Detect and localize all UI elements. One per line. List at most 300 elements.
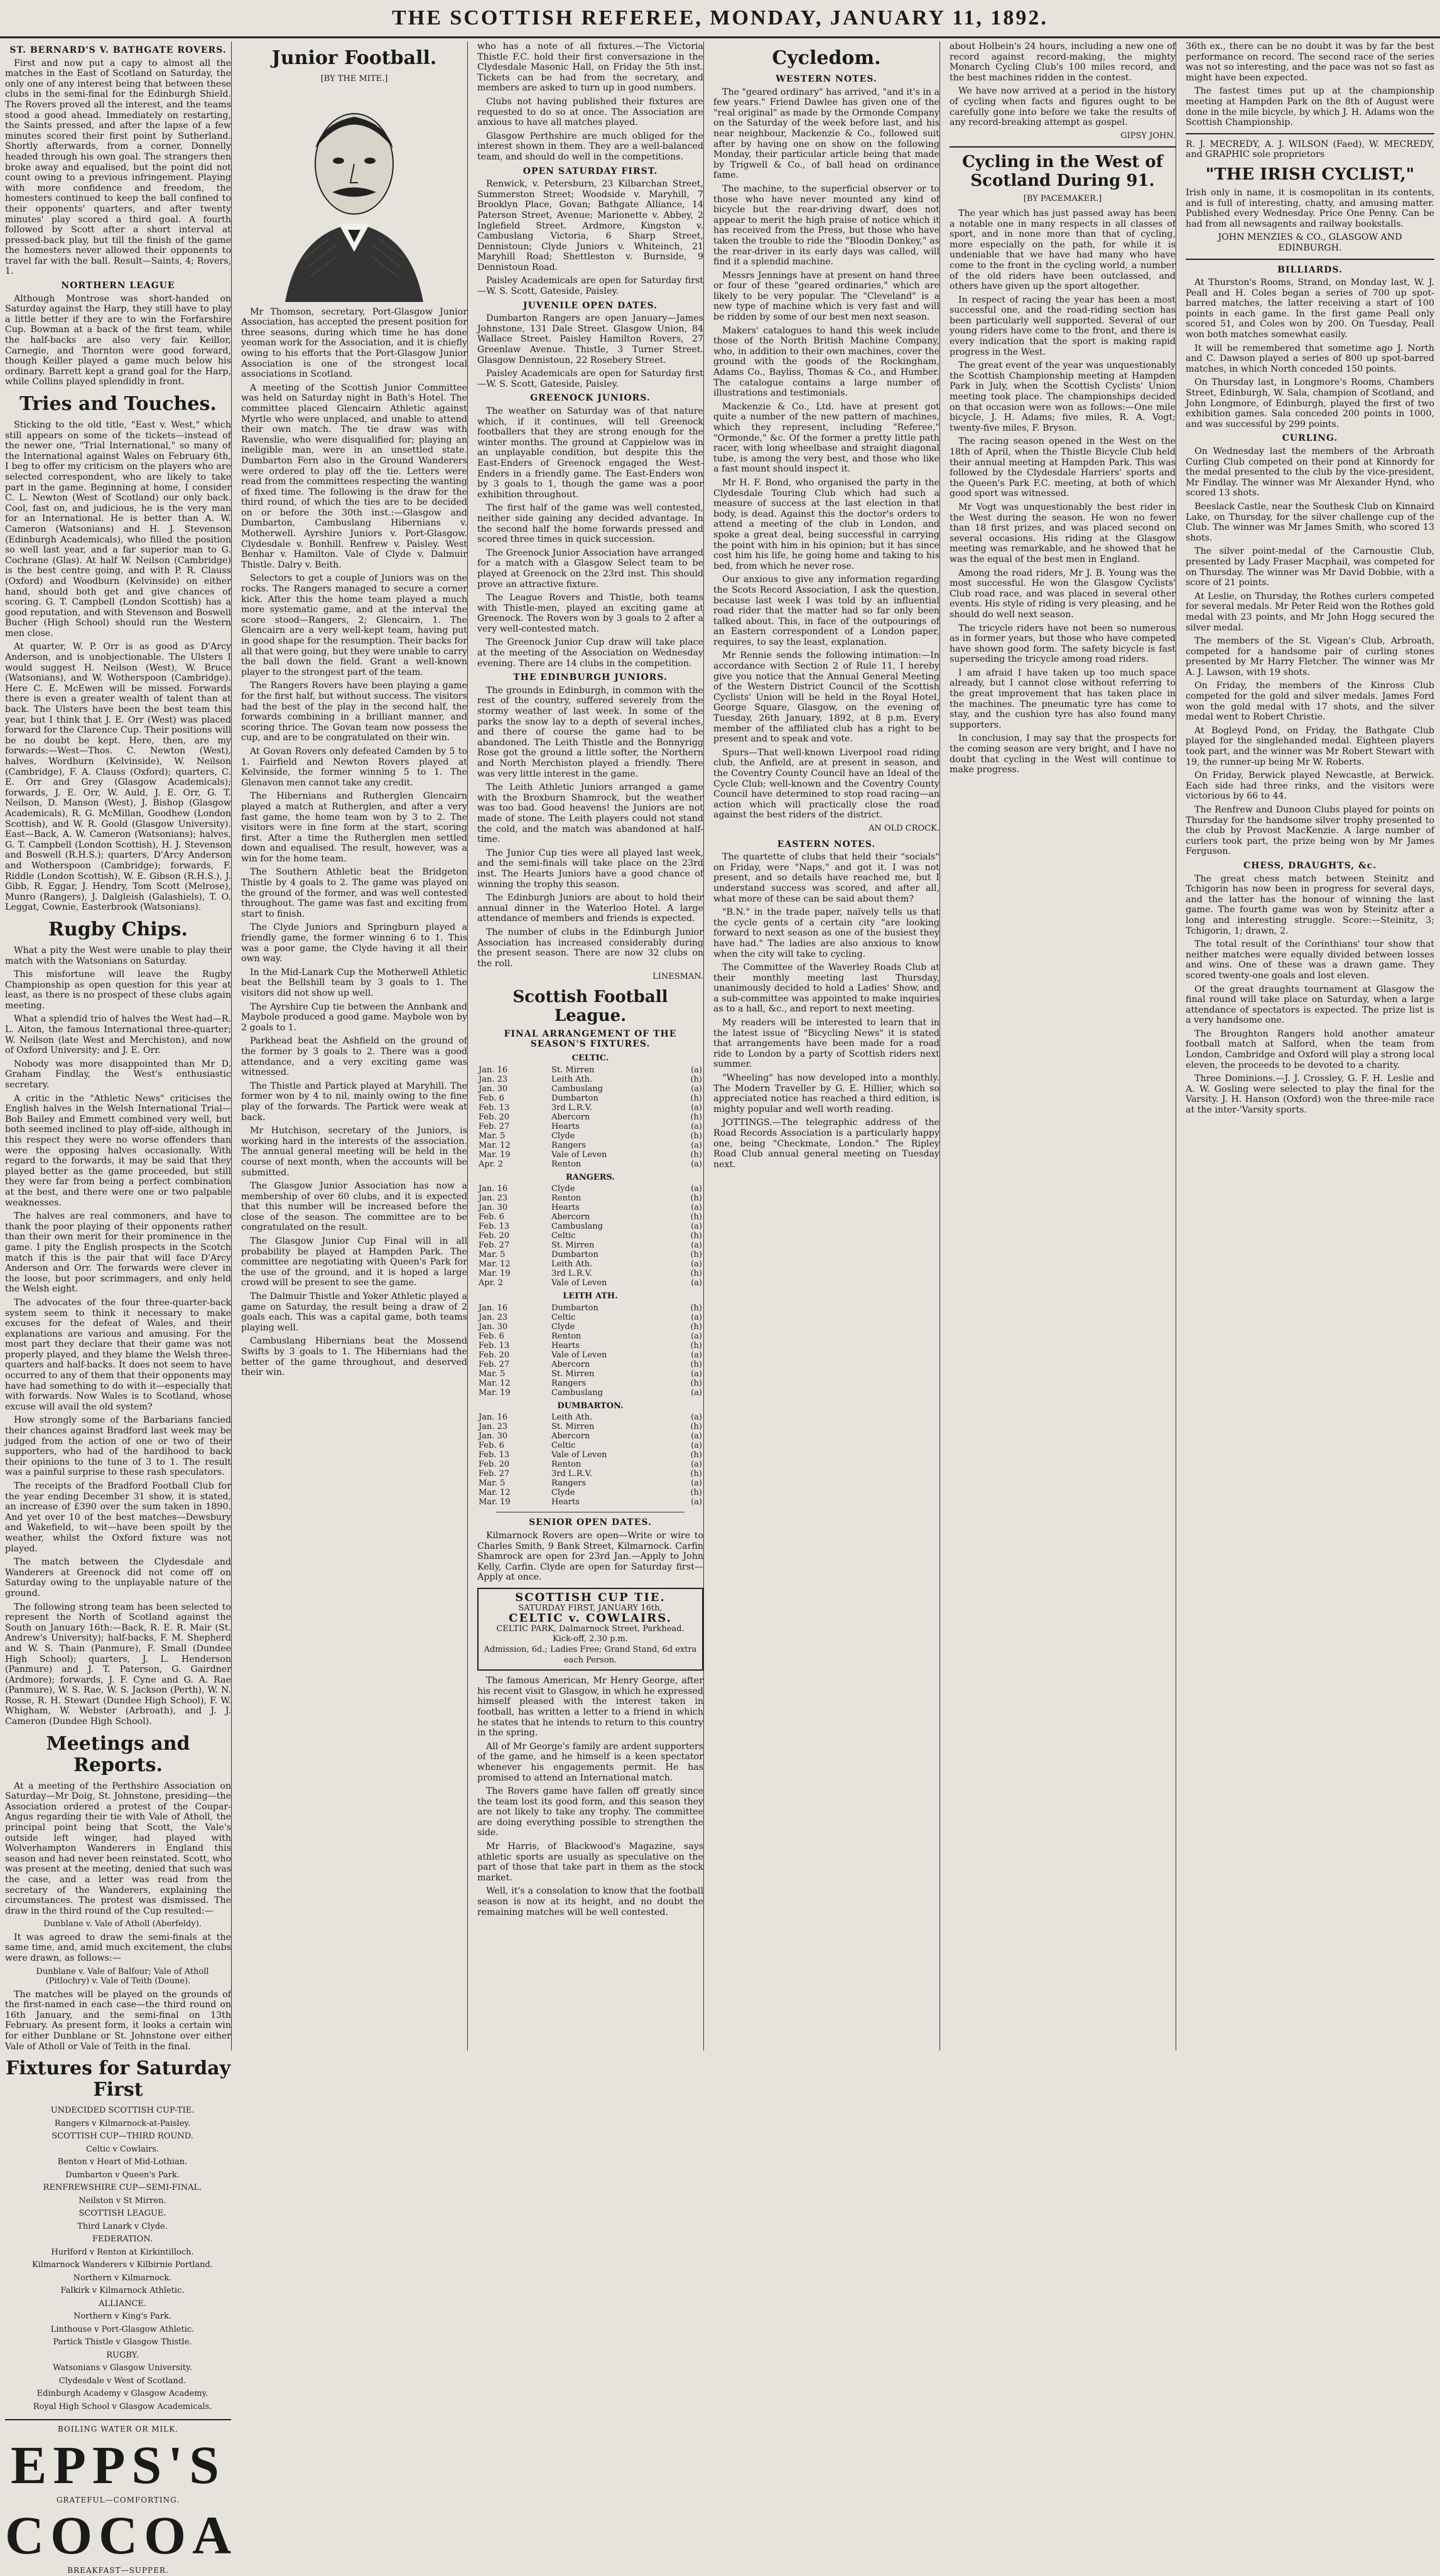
table-cell: (h)	[690, 1469, 702, 1479]
table-cell: (a)	[691, 1241, 702, 1251]
fixture-line: Edinburgh Academy v Glasgow Academy.	[36, 2389, 208, 2399]
eastern-notes-heading: EASTERN NOTES.	[777, 839, 876, 849]
table-row	[477, 1241, 703, 1250]
table-cell: (a)	[691, 1331, 702, 1341]
table-cell: (a)	[691, 1140, 702, 1150]
table-cell: Jan. 30	[479, 1084, 508, 1094]
curling-paragraph: Beeslack Castle, near the Southesk Club on Kinnaird Lake, on Thursday, for the silver challenge cup of the Club. The winner was Mr James Smith, who scored 13 shots.	[1186, 501, 1434, 543]
table-row	[477, 1341, 703, 1350]
column-4	[713, 41, 940, 2051]
table-cell: Jan. 23	[479, 1312, 508, 1322]
chess-paragraph: The total result of the Corinthians' tour show that neither matches were equally divided between losses and wins. One of these was a drawn game. They scored twenty-one goals and lost eleven.	[1186, 939, 1434, 981]
table-cell: Jan. 30	[479, 1203, 508, 1213]
fixture-line: Partick Thistle v Glasgow Thistle.	[53, 2337, 192, 2347]
table-cell: (a)	[691, 1222, 702, 1232]
tries-paragraph: At quarter, W. P. Orr is as good as D'Arcy Anderson, and is unobjectionable. The Ulsters I would suggest H. Neilson (West), W. Bruce (Watsonians), and W. Wotherspoon (Cambridge). Here C. E. McEwen will be missed. Forwards there is even a greater wealth of talent than at back. The Ulsters have been the best team this year, but I think that J. E. Orr (West) was placed forward for the Clarence Cup. Their positions will be no doubt be kept. Here, then, are my forwards:—West—Thos. C. Newton (West), halves, Wordburn (Kelvinside), W. Neilson (Cambridge), F. A. Clauss (Oxford); quarters, C. E. Orr and Grey (Glasgow Academicals); forwards, J. E. Orr, W. Auld, J. E. Orr, G. T. Neilson, D. Manson (West), J. Bishop (Glasgow Academicals), R. G. McMillan, Goodhew (London Scottish), and W. R. Goold (Glasgow University). East—Back, A. W. Cameron (Watsonians); halves, G. T. Campbell (London Scottish), H. J. Stevenson and Boswell (R.H.S.); quarters, D'Arcy Anderson and Wotherspoon (Cambridge); forwards, F. Riddle (London Scottish), W. E. Gibson (R.H.S.), J. Gibb, R. Eggar, J. Hendry, Tom Scott (Melrose), Munro (Rangers), J. Dalgleish (Galashiels), T. O. Leggat, Cownie, Easterbrook (Watsonians).	[5, 642, 231, 913]
table-cell: Celtic	[551, 1441, 576, 1451]
fixture-line: Rangers v Kilmarnock-at-Paisley.	[54, 2118, 191, 2128]
table-cell: Renton	[551, 1331, 582, 1341]
meetings-paragraph: It was agreed to draw the semi-finals at the same time, and, amid much excitement, the clubs were drawn, as follows:—	[5, 1932, 231, 1964]
table-cell: (h)	[690, 1269, 702, 1279]
cycling-paragraph: about Holbein's 24 hours, including a new one of record against record-making, the mighty Monarch Cycling Club's 100 miles record, and the best machines ridden in the contest.	[950, 41, 1176, 83]
table-cell: Mar. 19	[479, 1497, 511, 1507]
portrait-engraving	[260, 89, 448, 302]
column-1	[5, 41, 238, 2575]
table-row	[477, 1250, 703, 1259]
table-cell: Feb. 6	[479, 1441, 504, 1451]
table-row	[477, 1212, 703, 1222]
cup-tie-title: SCOTTISH CUP TIE.	[515, 1591, 666, 1604]
cycling-west-paragraph: Among the road riders, Mr J. B. Young was the most successful. He won the Glasgow Cyclists' Club road race, and was placed in several other events. His style of riding is very pleasing, and he should do well next season.	[950, 568, 1176, 620]
table-cell: Abercorn	[551, 1212, 590, 1222]
table-cell: (h)	[690, 1093, 702, 1103]
fixture-line: Northern v Kilmarnock.	[73, 2273, 172, 2283]
table-cell: Feb. 6	[479, 1093, 504, 1103]
greenock-paragraph: The Greenock Junior Cup draw will take place at the meeting of the Association on Wednesday evening. There are 14 clubs in the competition.	[477, 637, 703, 669]
junior-paragraph: The Dalmuir Thistle and Yoker Athletic played a game on Saturday, the result being a draw of 2 goals each. This was a capital game, both teams playing well.	[241, 1291, 467, 1333]
table-cell: Cambuslang	[551, 1388, 603, 1398]
fixture-line: Falkirk v Kilmarnock Athletic.	[60, 2286, 185, 2296]
table-cell: (h)	[690, 1074, 702, 1084]
meetings-draw: Dunblane v. Vale of Atholl (Aberfeldy).	[43, 1919, 202, 1929]
meetings-draw: Dunblane v. Vale of Balfour; Vale of Atholl (Pitlochry) v. Vale of Teith (Doune).	[36, 1966, 209, 1986]
table-row	[477, 1113, 703, 1122]
table-cell: Mar. 5	[479, 1250, 506, 1260]
cup-tie-admission: Admission, 6d.; Ladies Free; Grand Stand, 6d extra each Person.	[484, 1644, 697, 1665]
fixture-line: SCOTTISH CUP—THIRD ROUND.	[51, 2131, 193, 2142]
table-cell: Rangers	[551, 1378, 587, 1388]
table-cell: Vale of Leven	[551, 1150, 607, 1160]
table-cell: Leith Ath.	[551, 1259, 593, 1269]
table-cell: Mar. 12	[479, 1140, 511, 1150]
table-cell: Mar. 5	[479, 1479, 506, 1489]
notes-paragraph: Mr Harris, of Blackwood's Magazine, says athletic sports are usually as speculative on the part of those that take part in them as the stock market.	[477, 1841, 703, 1883]
table-cell: (h)	[690, 1340, 702, 1350]
cycling-paragraph: "B.N." in the trade paper, naïvely tells us that the cycle gents of a certain city "are looking forward to next season as one of the busiest they have had." The ladies are also anxious to know when the city will take to cycling.	[713, 907, 939, 959]
cycling-west-paragraph: In respect of racing the year has been a most successful one, and the road-riding section has been particularly well supported. Several of our young riders have come to the front, and there is every indication that the sport is making rapid progress in the West.	[950, 294, 1176, 357]
table-cell: Jan. 23	[479, 1194, 508, 1204]
table-row	[477, 1450, 703, 1460]
fixtures-heading: Fixtures for Saturday First	[5, 2057, 231, 2101]
cycling-west-paragraph: I am afraid I have taken up too much space already, but I cannot close without referring to the great improvement that has taken place in the machines. The pneumatic tyre has come to stay, and the cushion tyre has also found many supporters.	[950, 667, 1176, 730]
table-cell: Mar. 19	[479, 1388, 511, 1398]
cycling-west-paragraph: The racing season opened in the West on the 18th of April, when the Thistle Bicycle Club held their annual meeting at Hampden Park. This was followed by the Clydesdale Harriers' sports and the Queen's Park F.C. meeting, at both of which good sport was witnessed.	[950, 436, 1176, 499]
junior-paragraph: The Clyde Juniors and Springburn played a friendly game, the former winning 6 to 1. This was a poor game, the Clyde having it all their own way.	[241, 922, 467, 964]
fixture-table	[477, 1184, 703, 1288]
table-row	[477, 1469, 703, 1479]
cycling-paragraph: The quartette of clubs that held their "socials" on Friday, were "Naps," and got it. I was not present, and so details have reached me, but I understand success was scored, and after all, what more of these can be said about them?	[713, 852, 939, 904]
table-row	[477, 1332, 703, 1341]
table-cell: (a)	[691, 1479, 702, 1489]
junior-paragraph: A meeting of the Scottish Junior Committee was held on Saturday night in Bath's Hotel. The committee placed Glencairn Athletic against Myrtle who were unplaced, and unable to attend their own match. The tie draw was with Ravenslie, who were disqualified for; playing an ineligible man, were in an unsettled state. Dumbarton Fern also in the Ground Wanderers were ordered to play off the tie. Letters were read from the committees respecting the wanting of fixed time. The following is the draw for the third round, of which the ties are to be decided on or before the 30th inst.:—Glasgow and Dumbarton, Cambuslang Hibernians v. Motherwell. Ayrshire Juniors v. Port-Glasgow. Clydesdale v. Bonhill. Renfrew v. Paisley. West Benhar v. Hamilton. Vale of Clyde v. Dalmuir Thistle. Dalry v. Beith.	[241, 382, 467, 570]
northern-league-heading: NORTHERN LEAGUE	[61, 281, 175, 291]
billiards-heading: BILLIARDS.	[1277, 264, 1343, 275]
table-cell: Apr. 2	[479, 1159, 504, 1169]
table-row	[477, 1431, 703, 1441]
billiards-paragraph: At Thurston's Rooms, Strand, on Monday last, W. J. Peall and H. Coles began a series of 700 up spot-barred matches, the latter receiving a start of 100 points in each game. In the first game Peall only scored 51, and Coles won by 200. On Tuesday, Peall won both matches somewhat easily.	[1186, 278, 1434, 340]
signature: GIPSY JOHN.	[1120, 131, 1176, 141]
table-row	[477, 1269, 703, 1278]
chess-paragraph: Of the great draughts tournament at Glasgow the final round will take place on Saturday, when a large attendance of spectators is expected. The prize list is a very handsome one.	[1186, 984, 1434, 1026]
table-cell: Feb. 20	[479, 1460, 510, 1470]
cycling-west-heading: Cycling in the West of Scotland During 91.	[962, 153, 1163, 191]
cycling-paragraph: The fastest times put up at the championship meeting at Hampden Park on the 8th of August were done in the mile bicycle, by which J. H. Adams won the Scottish Championship.	[1186, 86, 1434, 128]
table-cell: (a)	[691, 1102, 702, 1113]
table-cell: (a)	[691, 1497, 702, 1507]
table-cell: Mar. 12	[479, 1259, 511, 1269]
table-cell: (a)	[691, 1441, 702, 1451]
table-cell: (a)	[691, 1084, 702, 1094]
rugby-paragraph: The following strong team has been selected to represent the North of Scotland against the South on January 16th:—Back, R. E. R. Mair (St. Andrew's University); half-backs, F. M. Shepherd and W. S. Thain (Panmure), F. Small (Dundee High School); quarters, J. L. Henderson (Panmure) and J. T. Paterson, G. Gairdner (Ardmore); forwards, J. F. Cyne and G. A. Rae (Panmure), W. S. Rae, W. S. Jackson (Perth), W. N. Rosse, R. H. Stewart (Dundee High School), F. W. Whigham, W. Webster (Arbroath), and J. J. Cameron (Dundee High School).	[5, 1602, 231, 1727]
curling-paragraph: On Friday, the members of the Kinross Club competed for the gold and silver medals. James Ford won the gold medal with 17 shots, and the silver medal went to Robert Christie.	[1186, 681, 1434, 723]
table-cell: Clyde	[551, 1488, 575, 1498]
table-cell: (h)	[690, 1212, 702, 1222]
fixture-line: ALLIANCE.	[98, 2298, 147, 2309]
table-row	[477, 1278, 703, 1288]
table-row	[477, 1350, 703, 1360]
table-row	[477, 1222, 703, 1231]
table-cell: St. Mirren	[551, 1241, 595, 1251]
table-cell: (a)	[691, 1460, 702, 1470]
cycling-paragraph: The machine, to the superficial observer or to those who have never mounted any kind of bicycle but the rear-driving dwarf, does not appear to merit the high praise of notice which it has received from the Press, but those who have taken the trouble to ride the "Bloodin Donkey," as the rear-driver in its early days was called, will find it a splendid machine.	[713, 183, 939, 267]
table-cell: (h)	[690, 1112, 702, 1122]
curling-paragraph: On Friday, Berwick played Newcastle, at Berwick. Each side had three rinks, and the visitors were victorious by 66 to 44.	[1186, 770, 1434, 802]
cycling-paragraph: Mr H. F. Bond, who organised the party in the Clydesdale Touring Club which had such a measure of success at the last election in that body, is dead. Against this the doctor's orders to attend a meeting of the club in London, and spoke a great deal, being successful in carrying the point with him in his opinion; but it has since cost him his life, he going home and taking to his bed, from which he never rose.	[713, 477, 939, 571]
edinburgh-paragraph: The Leith Athletic Juniors arranged a game with the Broxburn Shamrock, but the weather was too bad. Good heavens! the Juniors are not made of stone. The Leith players could not stand the cold, and the match was abandoned at half-time.	[477, 782, 703, 845]
fixture-line: Celtic v Cowlairs.	[85, 2144, 160, 2154]
table-cell: (a)	[691, 1278, 702, 1288]
signature: AN OLD CROCK.	[869, 823, 939, 833]
junior-paragraph: Mr Thomson, secretary, Port-Glasgow Junior Association, has accepted the present position for three seasons, during which time he has done yeoman work for the Association, and it is chiefly owing to his efforts that the Port-Glasgow Junior Association is one of the strongest local associations in Scotland.	[241, 306, 467, 380]
fixture-group-title: DUMBARTON.	[557, 1401, 624, 1411]
rugby-paragraph: The halves are real commoners, and have to thank the poor playing of their opponents rather than their own merit for their prominence in the game. I pity the English prospects in the Scotch match if this is the pair that will face D'Arcy Anderson and Orr. The forwards were clever in the loose, but poor scrimmagers, and only held the Welsh eight.	[5, 1211, 231, 1295]
table-cell: (h)	[690, 1450, 702, 1460]
table-cell: Abercorn	[551, 1359, 590, 1369]
league-fixtures	[477, 1054, 703, 1507]
table-cell: Dumbarton	[551, 1303, 598, 1313]
western-notes-heading: WESTERN NOTES.	[776, 74, 877, 84]
table-cell: 3rd L.R.V.	[551, 1102, 592, 1113]
cycling-west-paragraph: The year which has just passed away has been a notable one in many respects in all classes of sport, and in none more than that of cycling, more especially on the path, for while it is undeniable that we have had many who have come to the front in the cycling world, a number of the old riders have been outclassed, and others have given up the sport altogether.	[950, 208, 1176, 292]
notes-paragraph: Clubs not having published their fixtures are requested to do so at once. The Association are anxious to have all matches played.	[477, 96, 703, 128]
fixture-line: Third Lanark v Clyde.	[77, 2221, 168, 2231]
junior-paragraph: The Southern Athletic beat the Bridgeton Thistle by 4 goals to 2. The game was played on the ground of the former, and was well contested throughout. The game was fast and exciting from start to finish.	[241, 867, 467, 919]
fixture-line: Northern v King's Park.	[73, 2312, 171, 2322]
table-cell: (h)	[690, 1359, 702, 1369]
curling-heading: CURLING.	[1282, 433, 1338, 444]
table-row	[477, 1160, 703, 1169]
cycling-paragraph: Our anxious to give any information regarding the Scots Record Association, I ask the question, because last week I was told by an influential road rider that the matter had so far only been talked about. This, in face of the outpourings of an Eastern correspondent of a London paper, requires, to say the least, explanation.	[713, 574, 939, 647]
fixture-group-title: RANGERS.	[565, 1172, 615, 1182]
fixture-group-title: CELTIC.	[571, 1054, 609, 1064]
cycling-paragraph: Messrs Jennings have at present on hand three or four of these "geared ordinaries," which are likely to be very popular. The "Cleveland" is a new type of machine which is very fast and will be ridden by some of our best men next season.	[713, 270, 939, 323]
column-2	[241, 41, 468, 2051]
table-cell: (a)	[691, 1159, 702, 1169]
match-heading: ST. BERNARD'S V. BATHGATE ROVERS.	[9, 45, 227, 55]
notes-paragraph: who has a note of all fixtures.—The Victoria Thistle F.C. hold their first conversazione in the Clydesdale Masonic Hall, on Friday the 5th inst. Tickets can be had from the secretary, and members are asked to turn up in good numbers.	[477, 41, 703, 94]
masthead	[0, 0, 1440, 38]
table-cell: (h)	[690, 1194, 702, 1204]
table-cell: (h)	[690, 1488, 702, 1498]
edinburgh-paragraph: The number of clubs in the Edinburgh Junior Association has increased considerably during the present season. There are now 32 clubs on the roll.	[477, 927, 703, 969]
table-cell: Feb. 27	[479, 1121, 510, 1131]
senior-open-heading: SENIOR OPEN DATES.	[529, 1517, 652, 1528]
table-cell: Feb. 20	[479, 1350, 510, 1360]
cycling-paragraph: 36th ex., there can be no doubt it was by far the best performance on record. The second race of the series was not so interesting, and the pace was not so fast as might have been expected.	[1186, 41, 1434, 83]
table-cell: Feb. 13	[479, 1222, 510, 1232]
match-report: First and now put a capy to almost all the matches in the East of Scotland on Saturday, the only one of any interest being that between these clubs in the semi-final for the Edinburgh Shield. The Rovers proved all the interest, and the teams stood a good ahead. Immediately on restarting, the Saints pressed, and after the lapse of a few minutes scored their first point by Sutherland. Shortly afterwards, from a corner, Donnelly headed through his own goal. The strangers then broke away and equalised, but the point did not count owing to a previous infringement. Playing with more confidence and freedom, the homesters continued to keep the ball confined to their opponents' quarters, and after twenty minutes' play scored a third goal. A fourth followed by Scott after a short interval at pressed-back play, but till the finish of the game the homesters never allowed their opponents to travel far with the ball. Result—Saints, 4; Rovers, 1.	[5, 58, 231, 277]
fixture-table	[477, 1065, 703, 1169]
table-row	[477, 1131, 703, 1141]
notes-paragraph: The Rovers game have fallen off greatly since the team lost its good form, and this season they are not likely to take any trophy. The committee are doing everything possible to strengthen the side.	[477, 1786, 703, 1838]
fixture-line: Hurlford v Renton at Kirkintilloch.	[51, 2247, 194, 2257]
cycling-west-paragraph: In conclusion, I may say that the prospects for the coming season are very bright, and I have no doubt that cycling in the West will continue to make progress.	[950, 733, 1176, 775]
fixture-line: Linthouse v Port-Glasgow Athletic.	[50, 2324, 195, 2334]
junior-football-heading: Junior Football.	[271, 47, 437, 69]
junior-paragraph: Cambuslang Hibernians beat the Mossend Swifts by 3 goals to 1. The Hibernians had the better of the game throughout, and deserved their win.	[241, 1336, 467, 1378]
table-cell: Celtic	[551, 1312, 576, 1322]
table-cell: Mar. 19	[479, 1269, 511, 1279]
column-6	[1186, 41, 1434, 2051]
byline: [BY THE MITE.]	[320, 74, 388, 84]
cycling-paragraph: Mackenzie & Co., Ltd. have at present got quite a number of the new pattern of machines, which they represent, including "Referee," "Ormonde," &c. Of the former a pretty little path racer, with long wheelbase and straight diagonal tube, is among the very best, and those who like a fast mount should inspect it.	[713, 401, 939, 475]
table-row	[477, 1369, 703, 1379]
table-cell: Mar. 5	[479, 1131, 506, 1141]
cycling-paragraph: The Committee of the Waverley Roads Club at their monthly meeting last Thursday, unanimously decided to hold a Ladies' Show, and a sub-committee was appointed to make inquiries as to a hall, &c., and report to next meeting.	[713, 962, 939, 1015]
fixture-group-title: LEITH ATH.	[563, 1291, 618, 1301]
table-cell: (h)	[690, 1150, 702, 1160]
table-cell: (h)	[690, 1250, 702, 1260]
junior-paragraph: The Glasgow Junior Cup Final will in all probability be played at Hampden Park. The committee are negotiating with Queen's Park for the use of the ground, and it is hoped a large crowd will be present to see the game.	[241, 1236, 467, 1288]
table-cell: Mar. 12	[479, 1378, 511, 1388]
fixture-line: RUGBY.	[106, 2350, 139, 2360]
cycling-paragraph: JOTTINGS.—The telegraphic address of the Road Records Association is a particularly happy one, being "Checkmate, London." The Ripley Road Club annual general meeting on Tuesday next.	[713, 1118, 939, 1170]
table-cell: St. Mirren	[551, 1065, 595, 1075]
table-cell: Renton	[551, 1194, 582, 1204]
junior-paragraph: The Rangers Rovers have been playing a game for the first half, but without success. The visitors had the best of the play in the second half, the forwards combining in a brilliant manner, and scoring thrice. The Govan team now possess the cup, and are to be congratulated on their win.	[241, 681, 467, 743]
fixture-line: Benton v Heart of Mid-Lothian.	[57, 2157, 188, 2167]
notes-paragraph: Paisley Academicals are open for Saturday first—W. S. Scott, Gateside, Paisley.	[477, 276, 703, 297]
table-row	[477, 1303, 703, 1313]
table-cell: St. Mirren	[551, 1422, 595, 1432]
table-cell: Renton	[551, 1460, 582, 1470]
table-row	[477, 1141, 703, 1150]
junior-paragraph: The Ayrshire Cup tie between the Annbank and Maybole produced a good game. Maybole won by 2 goals to 1.	[241, 1001, 467, 1033]
table-row	[477, 1094, 703, 1103]
junior-paragraph: At Govan Rovers only defeated Camden by 5 to 1. Fairfield and Newton Rovers played at Kelvinside, the former winning 5 to 1. The Glenavon men cannot take any credit.	[241, 746, 467, 788]
table-cell: Rangers	[551, 1140, 587, 1150]
tries-heading: Tries and Touches.	[19, 393, 217, 415]
table-row	[477, 1194, 703, 1203]
senior-open-paragraph: Kilmarnock Rovers are open—Write or wire to Charles Smith, 9 Bank Street, Kilmarnock. Carfin Shamrock are open for 23rd Jan.—Apply to John Kelly, Carfin. Clyde are open for Saturday first—Apply at once.	[477, 1531, 703, 1583]
table-cell: Abercorn	[551, 1112, 590, 1122]
curling-paragraph: At Leslie, on Thursday, the Rothes curlers competed for several medals. Mr Peter Reid won the Rothes gold medal with 23 points, and Mr John Hogg secured the silver medal.	[1186, 591, 1434, 633]
signature: LINESMAN.	[652, 972, 703, 982]
table-row	[477, 1388, 703, 1398]
greenock-paragraph: The Greenock Junior Association have arranged for a match with a Glasgow Select team to be played at Greenock on the 23rd inst. This should prove an attractive fixture.	[477, 547, 703, 590]
table-row	[477, 1488, 703, 1497]
table-cell: Clyde	[551, 1184, 575, 1194]
table-row	[477, 1065, 703, 1075]
rugby-paragraph: Nobody was more disappointed than Mr D. Graham Findlay, the West's enthusiastic secretary.	[5, 1059, 231, 1091]
table-cell: Dumbarton	[551, 1250, 598, 1260]
cycling-paragraph: The "geared ordinary" has arrived, "and it's in a few years." Friend Dawlee has given one of the "real original" as made by the Ormonde Company on the Saturday of the week before last, and his near neighbour, Mackenzie & Co., followed suit after by having one on show on the following Monday, their particular article being that made by Trigwell & Co., of ball head on ordinance fame.	[713, 87, 939, 181]
juvenile-paragraph: Dumbarton Rangers are open January—James Johnstone, 131 Dale Street. Glasgow Union, 84 Wallace Street. Paisley Hamilton Rovers, 27 Greenlaw Avenue. Thistle, 3 Turner Street. Glasgow Dennistoun, 22 Rosebery Street.	[477, 313, 703, 365]
fixture-line: Neilston v St Mirren.	[78, 2196, 166, 2206]
open-dates-heading: OPEN SATURDAY FIRST.	[522, 166, 658, 176]
notes-paragraph: The famous American, Mr Henry George, after his recent visit to Glasgow, in which he expressed himself pleased with the interest taken in football, has written a letter to a friend in which he states that he intends to return to this country in the spring.	[477, 1676, 703, 1738]
greenock-paragraph: The first half of the game was well contested, neither side gaining any decided advantage. In the second half the home forwards pressed and scored three times in quick succession.	[477, 503, 703, 545]
table-row	[477, 1150, 703, 1160]
masthead-title: THE SCOTTISH REFEREE, MONDAY, JANUARY 11, 1892.	[392, 6, 1048, 30]
table-cell: Jan. 30	[479, 1322, 508, 1332]
cycling-paragraph: Makers' catalogues to hand this week include those of the North British Machine Company, who, in addition to their own machines, cover the ground with the goods of the Rockingham, Adams Co., Bayliss, Thomas & Co., and Humber. The catalogue contains a large number of illustrations and testimonials.	[713, 325, 939, 399]
rugby-paragraph: The advocates of the four three-quarter-back system seem to think it necessary to make excuses for the defeat of Wales, and their explanations are various and amusing. For the most part they declare that their game was not properly played, and they blame the Welsh three-quarters and half-backs. It does not seem to have occurred to any of them that their opponents may have had something to do with it—especially that with forwards. Now Wales is to Scotland, whose excuse will avail the old system?	[5, 1297, 231, 1412]
table-cell: Hearts	[551, 1121, 580, 1131]
edinburgh-paragraph: The Edinburgh Juniors are about to hold their annual dinner in the Waterloo Hotel. A large attendance of members and friends is expected.	[477, 893, 703, 924]
ad-word-epps: EPPS'S	[11, 2434, 225, 2495]
cycling-west-paragraph: The great event of the year was unquestionably the Scottish Championship meeting at Hampden Park in July, when the Scottish Cyclists' Union meeting took place. The championships decided on that occasion were won as follows:—One mile bicycle, J. H. Adams; five miles, R. A. Vogt; twenty-five miles, F. Bryson.	[950, 360, 1176, 433]
table-cell: Feb. 6	[479, 1212, 504, 1222]
table-cell: (h)	[690, 1378, 702, 1388]
curling-paragraph: On Wednesday last the members of the Arbroath Curling Club competed on their pond at Kinnordy for the medal presented to the club by the vice-president, Mr Findlay. The winner was Mr Alexander Hynd, who scored 13 shots.	[1186, 446, 1434, 498]
table-cell: (a)	[691, 1413, 702, 1423]
ad-title: "THE IRISH CYCLIST,"	[1205, 164, 1415, 184]
cup-tie-ground: CELTIC PARK, Dalmarnock Street, Parkhead.	[496, 1624, 685, 1634]
billiards-paragraph: On Thursday last, in Longmore's Rooms, Chambers Street, Edinburgh, W. Sala, champion of Scotland, and John Longmore, of Edinburgh, played the first of two exhibition games. Sala conceded 200 points in 1000, and was successful by 299 points.	[1186, 377, 1434, 429]
table-cell: Hearts	[551, 1203, 580, 1213]
table-cell: Feb. 13	[479, 1340, 510, 1350]
rugby-paragraph: A critic in the "Athletic News" criticises the English halves in the Welsh International Trial—Bob Bailey and Emmett combined very well, but both seemed inclined to play off-side, although in this respect they were no worse offenders than were the opposing halves occasionally. With regard to the forwards, it may be said that they played better as the game proceeded, but still they were far from being a perfect combination at the best, and there were one or two palpable weaknesses.	[5, 1093, 231, 1208]
table-cell: (a)	[691, 1431, 702, 1442]
league-subheading: FINAL ARRANGEMENT OF THE SEASON'S FIXTURES.	[504, 1028, 677, 1050]
table-row	[477, 1497, 703, 1507]
table-row	[477, 1075, 703, 1084]
curling-paragraph: The silver point-medal of the Carnoustie Club, presented by Lady Fraser Macphail, was competed for on Thursday. The winner was Mr David Dobbie, with a score of 21 points.	[1186, 546, 1434, 588]
notes-paragraph: Paisley Academicals are open for Saturday first—W. S. Scott, Gateside, Paisley.	[477, 369, 703, 389]
junior-paragraph: The Glasgow Junior Association has now a membership of over 60 clubs, and it is expected that this number will be increased before the close of the season. The committee are to be congratulated on the result.	[241, 1181, 467, 1233]
table-cell: Mar. 5	[479, 1369, 506, 1379]
table-cell: (a)	[691, 1121, 702, 1131]
table-cell: (a)	[691, 1350, 702, 1360]
table-cell: (h)	[690, 1231, 702, 1241]
league-heading: Scottish Football League.	[512, 987, 668, 1025]
fixture-line: RENFREWSHIRE CUP—SEMI-FINAL.	[43, 2183, 202, 2193]
billiards-paragraph: It will be remembered that sometime ago J. North and C. Dawson played a series of 800 up spot-barred matches, in which North conceded 150 points.	[1186, 343, 1434, 374]
table-cell: Feb. 6	[479, 1331, 504, 1341]
table-cell: Jan. 16	[479, 1413, 508, 1423]
greenock-paragraph: The weather on Saturday was of that nature which, if it continues, will tell Greenock footballers that they are strong enough for the winter months. The ground at Cappielow was in an unplayable condition, but despite this the East-Enders of Greenock engaged the West-Enders in a friendly game. The East-Enders won by 3 goals to 1, though the game was a poor exhibition throughout.	[477, 406, 703, 500]
table-cell: Apr. 2	[479, 1278, 504, 1288]
cycling-paragraph: Mr Rennie sends the following intimation:—In accordance with Section 2 of Rule 11, I hereby give you notice that the Annual General Meeting of the Western District Council of the Scottish Cyclists' Union will be held in the Royal Hotel, George Square, Glasgow, on the evening of Tuesday, 26th January, 1892, at 8 p.m. Every member of the affiliated club has a right to be present and to speak and vote.	[713, 650, 939, 745]
fixture-line: UNDECIDED SCOTTISH CUP-TIE.	[50, 2106, 195, 2116]
table-cell: Abercorn	[551, 1431, 590, 1442]
table-cell: Feb. 27	[479, 1469, 510, 1479]
fixture-line: Watsonians v Glasgow University.	[53, 2363, 192, 2373]
fixture-line: SCOTTISH LEAGUE.	[78, 2209, 166, 2219]
table-cell: (a)	[691, 1065, 702, 1075]
table-cell: Clyde	[551, 1322, 575, 1332]
greenock-heading: GREENOCK JUNIORS.	[530, 393, 651, 404]
irish-cyclist-advert	[1186, 139, 1434, 254]
table-row	[477, 1103, 703, 1113]
rugby-paragraph: The receipts of the Bradford Football Club for the year ending December 31 show, it is stated, an increase of £390 over the sum taken in 1890. And yet over 10 of the best matches—Dewsbury and Wakefield, to wit—have been spoilt by the weather, whilst the Oxford fixture was not played.	[5, 1481, 231, 1554]
byline: [BY PACEMAKER.]	[1023, 194, 1102, 204]
table-cell: Leith Ath.	[551, 1413, 593, 1423]
junior-paragraph: The Hibernians and Rutherglen Glencairn played a match at Rutherglen, and after a very fast game, the home team won by 3 to 2. The visitors were in fine form at the start, scoring first. After a time the Rutherglen men settled down and equalised. The result, however, was a win for the home team.	[241, 791, 467, 864]
table-cell: Jan. 16	[479, 1303, 508, 1313]
table-cell: (a)	[691, 1203, 702, 1213]
chess-heading: CHESS, DRAUGHTS, &c.	[1243, 860, 1377, 871]
tries-paragraph: Sticking to the old title, "East v. West," which still appears on some of the tickets—instead of the newer one, "Trial International," so many of the International against Wales on February 6th, I beg to offer my criticism on the players who are selected correspondent, who are likely to take part in the game. Beginning at home, I consider C. L. Newton (West of Scotland) our only back. Cool, fast on, and judicious, he is the very man for an International. He is better than A. W. Cameron (Watsonians) and H. J. Stevenson (Edinburgh Academicals), who filled the position so well last year, and a far superior man to G. Cochrane (Glas). At half W. Neilson (Cambridge) is the best centre going, and with P. R. Clauss (Oxford) and Woodburn (Kelvinside) on either hand, should both get and give chances of scoring. G. T. Campbell (London Scottish) has a good reputation, and with Stevenson and Boswell Bucher (High School) should run the Western men close.	[5, 420, 231, 639]
fixture-line: Royal High School v Glasgow Academicals.	[33, 2401, 212, 2412]
rugby-paragraph: The match between the Clydesdale and Wanderers at Greenock did not come off on Saturday owing to the unplayable nature of the ground.	[5, 1557, 231, 1598]
rugby-paragraph: What a splendid trio of halves the West had—R. L. Aiton, the famous International three-quarter; W. Neilson (late West and Merchiston), and now of Oxford University; and J. E. Orr.	[5, 1014, 231, 1056]
table-cell: Cambuslang	[551, 1222, 603, 1232]
table-cell: (a)	[691, 1184, 702, 1194]
table-row	[477, 1184, 703, 1194]
table-cell: 3rd L.R.V.	[551, 1269, 592, 1279]
rugby-paragraph: This misfortune will leave the Rugby Championship as open question for this year at least, as there is no prospect of these clubs again meeting.	[5, 969, 231, 1011]
table-cell: Celtic	[551, 1231, 576, 1241]
divider	[1186, 133, 1434, 134]
rugby-paragraph: How strongly some of the Barbarians fancied their chances against Bradford last week may be judged from the action of one or two of their supporters, who had of the hardihood to back their opinions to the tune of 3 to 1. The result was a painful surprise to these rash speculators.	[5, 1415, 231, 1478]
cup-tie-kickoff: Kick-off, 2.30 p.m.	[552, 1634, 629, 1644]
chess-paragraph: The Broughton Rangers hold another amateur football match at Salford, when the team from London, Cambridge and Oxford will play a strong local eleven, the proceeds to be devoted to a charity.	[1186, 1028, 1434, 1070]
table-row	[477, 1259, 703, 1269]
fixtures-list	[5, 2106, 231, 2412]
table-cell: (a)	[691, 1259, 702, 1269]
table-cell: St. Mirren	[551, 1369, 595, 1379]
notes-paragraph: All of Mr George's family are ardent supporters of the game, and he himself is a keen spectator whenever his engagements permit. He has promised to attend an International match.	[477, 1741, 703, 1783]
table-cell: Feb. 27	[479, 1359, 510, 1369]
junior-paragraph: Mr Hutchison, secretary of the Juniors, is working hard in the interests of the association. The annual general meeting will be held in the course of next month, when the accounts will be submitted.	[241, 1126, 467, 1178]
ad-sub-line: GRATEFUL—COMFORTING.	[56, 2495, 180, 2504]
table-cell: Feb. 20	[479, 1231, 510, 1241]
fixture-line: Kilmarnock Wanderers v Kilbirnie Portland.	[32, 2260, 213, 2270]
edinburgh-paragraph: The grounds in Edinburgh, in common with the rest of the country, suffered severely from the stormy weather of last week. In some of the parks the snow lay to a depth of several inches, and there of course the game had to be abandoned. The Leith Thistle and the Bonnyrigg Rose got the ground a little softer, the Northern and North Merchiston played a friendly. There was very little interest in the game.	[477, 685, 703, 779]
table-row	[477, 1231, 703, 1241]
divider	[1186, 259, 1434, 260]
table-cell: Hearts	[551, 1340, 580, 1350]
table-cell: Mar. 12	[479, 1488, 511, 1498]
table-cell: Feb. 13	[479, 1102, 510, 1113]
ad-top-line: BOILING WATER OR MILK.	[57, 2425, 179, 2434]
cycling-paragraph: We have now arrived at a period in the history of cycling when facts and figures ought to be carefully gone into before we take the results of any record-breaking attempt as gospel.	[950, 86, 1176, 128]
table-cell: Feb. 27	[479, 1241, 510, 1251]
cycling-paragraph: Spurs—That well-known Liverpool road riding club, the Anfield, are at present in season, and the Coventry County Council have an Ideal of the Cycle Club; well-known and the Coventry County Council have determined to stop road racing—an action which will practically close the road against the best riders of the district.	[713, 747, 939, 821]
edinburgh-paragraph: The Junior Cup ties were all played last week, and the semi-finals will take place on the 23rd inst. The Hearts Juniors have a good chance of winning the trophy this season.	[477, 848, 703, 890]
table-cell: (a)	[691, 1312, 702, 1322]
table-row	[477, 1422, 703, 1431]
table-cell: (h)	[690, 1422, 702, 1432]
table-cell: Mar. 19	[479, 1150, 511, 1160]
epps-cocoa-advert	[5, 2419, 238, 2576]
table-cell: Renton	[551, 1159, 582, 1169]
cycledom-heading: Cycledom.	[772, 47, 881, 69]
junior-paragraph: Selectors to get a couple of Juniors was on the rocks. The Rangers managed to secure a corner kick. After this the home team played a much more systematic game, and at the interval the score stood—Rangers, 2; Glencairn, 1. The Glencairn are a very well-kept team, having put in good shape for the resumption. Their backs for all that were going, but they were unable to carry the ball down the field. Grant a well-known player to the strongest part of the team.	[241, 573, 467, 677]
rugby-heading: Rugby Chips.	[48, 918, 188, 940]
table-cell: Vale of Leven	[551, 1350, 607, 1360]
juvenile-heading: JUVENILE OPEN DATES.	[523, 300, 658, 311]
table-row	[477, 1441, 703, 1450]
table-cell: Clyde	[551, 1131, 575, 1141]
fixture-line: Dumbarton v Queen's Park.	[65, 2170, 180, 2180]
chess-paragraph: The great chess match between Steinitz and Tchigorin has now been in progress for several days, and the latter has the honour of winning the last game. The fourth game was won by Steinitz after a long and interesting struggle. Score:—Steinitz, 3; Tchigorin, 1; drawn, 2.	[1186, 873, 1434, 936]
junior-paragraph: In the Mid-Lanark Cup the Motherwell Athletic beat the Bellshill team by 3 goals to 1. The visitors did not show up well.	[241, 967, 467, 998]
table-cell: (a)	[691, 1388, 702, 1398]
cup-tie-date: SATURDAY FIRST, JANUARY 16th,	[518, 1603, 663, 1613]
